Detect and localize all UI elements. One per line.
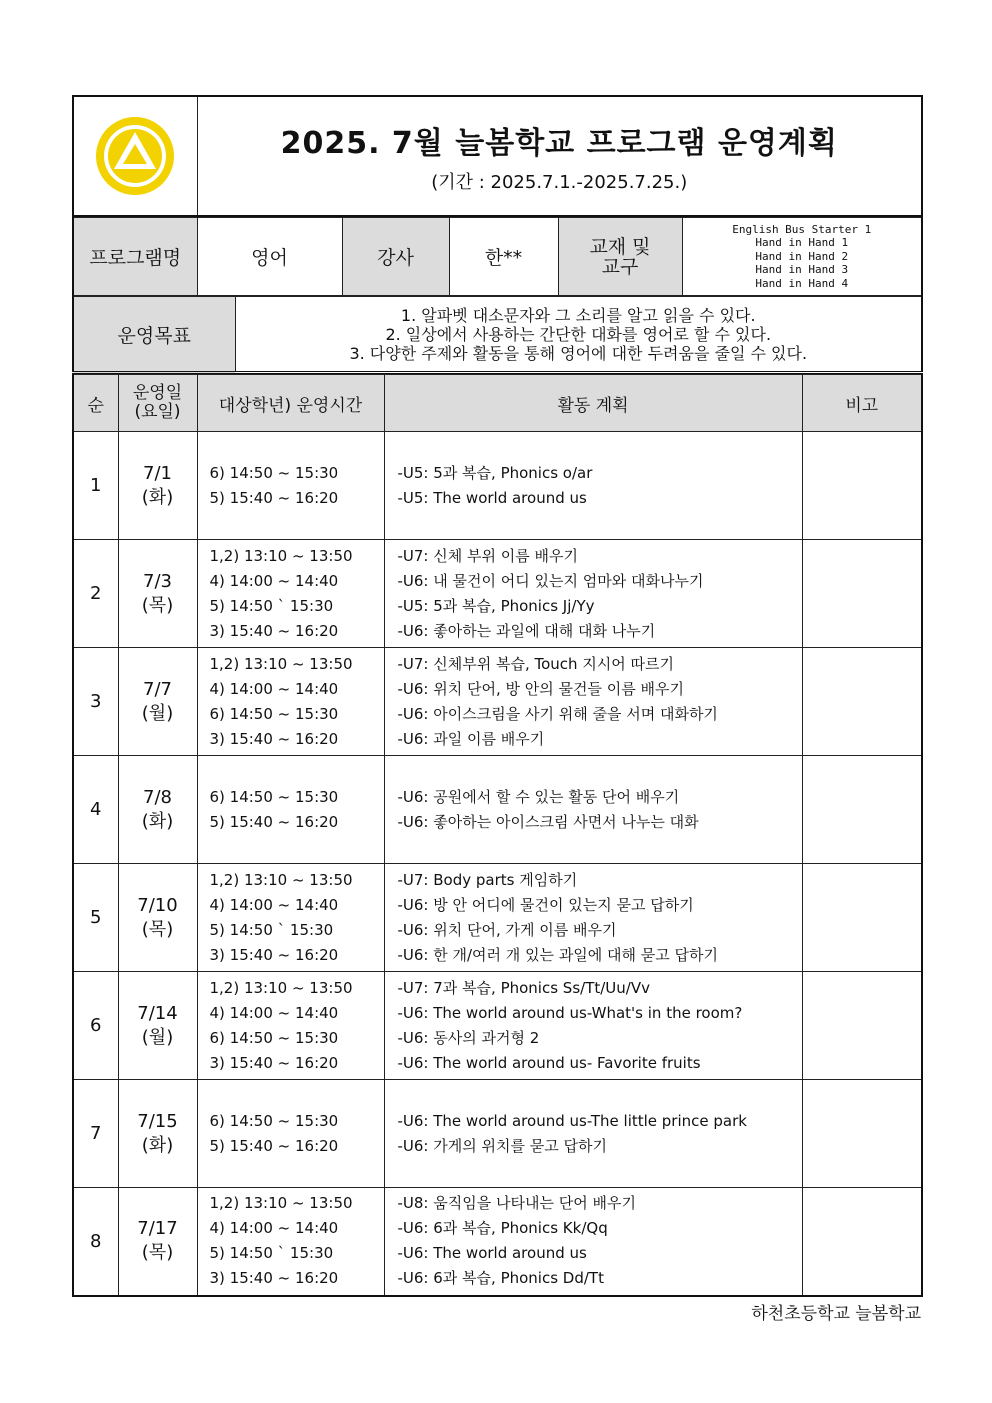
time-slot: 5) 14:50 ` 15:30: [209, 920, 334, 939]
row-activities: [384, 540, 802, 648]
time-slot: 6) 14:50 ~ 15:30: [209, 1028, 339, 1047]
time-slot: 5) 15:40 ~ 16:20: [209, 812, 339, 831]
schedule-table: [72, 374, 923, 1297]
day-text: (화): [141, 810, 174, 832]
row-number: 6: [73, 972, 118, 1080]
activity-item: -U6: The world around us: [397, 1244, 587, 1263]
day-text: (화): [141, 1134, 174, 1156]
activity-item: -U6: 동사의 과거형 2: [397, 1028, 540, 1047]
row-date: [118, 1080, 197, 1188]
activity-item: -U6: The world around us- Favorite fruits: [397, 1053, 701, 1072]
row-note: [802, 864, 922, 972]
school-name-footer: 하천초등학교 늘봄학교: [751, 1304, 921, 1324]
row-date: [118, 756, 197, 864]
header-plan: 활동 계획: [384, 375, 802, 432]
time-slot: 1,2) 13:10 ~ 13:50: [209, 978, 353, 997]
day-text: (화): [141, 486, 174, 508]
time-slot: 1,2) 13:10 ~ 13:50: [209, 1194, 353, 1213]
time-slot: 3) 15:40 ~ 16:20: [209, 1053, 339, 1072]
materials-list: English Bus Starter 1 Hand in Hand 1 Hand in Hand 2 Hand in Hand 3 Hand in Hand 4: [682, 218, 922, 296]
activity-item: -U6: 위치 단어, 가게 이름 배우기: [397, 920, 617, 939]
row-date: [118, 864, 197, 972]
date-text: 7/17: [137, 1218, 178, 1240]
row-number: 2: [73, 540, 118, 648]
activity-item: -U6: The world around us-The little prince park: [397, 1111, 747, 1130]
activity-item: -U6: The world around us-What's in the room?: [397, 1003, 743, 1022]
row-activities: [384, 648, 802, 756]
activity-item: -U5: 5과 복습, Phonics Jj/Yy: [397, 596, 595, 615]
page-title: 2025. 7월 늘봄학교 프로그램 운영계획: [280, 126, 838, 161]
row-activities: [384, 1080, 802, 1188]
header-time: 대상학년) 운영시간: [197, 375, 384, 432]
time-slot: 5) 14:50 ` 15:30: [209, 596, 334, 615]
row-note: [802, 972, 922, 1080]
schedule-body: [73, 432, 922, 1296]
time-slot: 6) 14:50 ~ 15:30: [209, 704, 339, 723]
row-activities: [384, 756, 802, 864]
row-times: [197, 972, 384, 1080]
goals-table: [72, 296, 923, 374]
table-row: [73, 540, 922, 648]
row-date: [118, 540, 197, 648]
day-text: (목): [141, 918, 174, 940]
day-text: (월): [141, 1026, 174, 1048]
teacher-label: 강사: [342, 218, 449, 296]
time-slot: 3) 15:40 ~ 16:20: [209, 729, 339, 748]
row-note: [802, 1080, 922, 1188]
row-times: [197, 756, 384, 864]
activity-item: -U6: 가게의 위치를 묻고 답하기: [397, 1136, 607, 1155]
time-slot: 1,2) 13:10 ~ 13:50: [209, 870, 353, 889]
header-no: 순: [73, 375, 118, 432]
row-times: [197, 648, 384, 756]
row-activities: [384, 864, 802, 972]
activity-item: -U7: Body parts 게임하기: [397, 870, 578, 889]
goals-label: 운영목표: [73, 297, 235, 373]
activity-item: -U6: 6과 복습, Phonics Kk/Qq: [397, 1219, 608, 1238]
activity-item: -U6: 좋아하는 아이스크림 사면서 나누는 대화: [397, 812, 699, 831]
time-slot: 1,2) 13:10 ~ 13:50: [209, 546, 353, 565]
activity-item: -U5: 5과 복습, Phonics o/ar: [397, 463, 593, 482]
day-text: (월): [141, 702, 174, 724]
time-slot: 1,2) 13:10 ~ 13:50: [209, 654, 353, 673]
row-note: [802, 756, 922, 864]
title-table: [72, 95, 923, 217]
activity-item: -U6: 과일 이름 배우기: [397, 729, 545, 748]
activity-item: -U6: 위치 단어, 방 안의 물건들 이름 배우기: [397, 679, 684, 698]
row-number: 3: [73, 648, 118, 756]
row-times: [197, 864, 384, 972]
table-row: [73, 648, 922, 756]
time-slot: 6) 14:50 ~ 15:30: [209, 787, 339, 806]
row-times: [197, 1188, 384, 1296]
date-text: 7/10: [137, 894, 178, 916]
row-note: [802, 432, 922, 540]
time-slot: 4) 14:00 ~ 14:40: [209, 1219, 339, 1238]
goals-list: 1. 알파벳 대소문자와 그 소리를 알고 읽을 수 있다. 2. 일상에서 사용하는 간단한 대화를 영어로 할 수 있다. 3. 다양한 주제와 활동을 통해 영어에 대한 두려움을 줄일 수 있다.: [235, 297, 922, 373]
activity-item: -U7: 신체 부위 이름 배우기: [397, 546, 578, 565]
date-text: 7/7: [143, 678, 172, 700]
date-text: 7/8: [143, 786, 172, 808]
activity-item: -U8: 움직임을 나타내는 단어 배우기: [397, 1194, 636, 1213]
program-value: 영어: [197, 218, 342, 296]
table-row: [73, 972, 922, 1080]
time-slot: 5) 15:40 ~ 16:20: [209, 1136, 339, 1155]
day-text: (목): [141, 1242, 174, 1264]
row-number: 8: [73, 1188, 118, 1296]
date-text: 7/3: [143, 570, 172, 592]
program-label: 프로그램명: [73, 218, 197, 296]
header-date: 운영일 (요일): [118, 375, 197, 432]
materials-label: 교재 및 교구: [558, 218, 682, 296]
row-number: 4: [73, 756, 118, 864]
time-slot: 5) 15:40 ~ 16:20: [209, 488, 339, 507]
title-cell: [197, 96, 922, 216]
time-slot: 3) 15:40 ~ 16:20: [209, 1269, 339, 1288]
teacher-value: 한**: [449, 218, 558, 296]
activity-item: -U6: 한 개/여러 개 있는 과일에 대해 묻고 답하기: [397, 945, 719, 964]
row-times: [197, 540, 384, 648]
activity-item: -U6: 공원에서 할 수 있는 활동 단어 배우기: [397, 787, 680, 806]
time-slot: 4) 14:00 ~ 14:40: [209, 895, 339, 914]
time-slot: 6) 14:50 ~ 15:30: [209, 463, 339, 482]
time-slot: 6) 14:50 ~ 15:30: [209, 1111, 339, 1130]
time-slot: 3) 15:40 ~ 16:20: [209, 621, 339, 640]
row-date: [118, 432, 197, 540]
activity-item: -U7: 신체부위 복습, Touch 지시어 따르기: [397, 654, 675, 673]
date-text: 7/15: [137, 1110, 178, 1132]
header-note: 비고: [802, 375, 922, 432]
row-date: [118, 1188, 197, 1296]
row-number: 5: [73, 864, 118, 972]
info-table: [72, 217, 923, 296]
row-times: [197, 432, 384, 540]
activity-item: -U6: 좋아하는 과일에 대해 대화 나누기: [397, 621, 656, 640]
table-row: [73, 864, 922, 972]
row-activities: [384, 1188, 802, 1296]
day-text: (목): [141, 594, 174, 616]
time-slot: 3) 15:40 ~ 16:20: [209, 945, 339, 964]
table-row: [73, 1188, 922, 1296]
row-activities: [384, 972, 802, 1080]
activity-item: -U6: 6과 복습, Phonics Dd/Tt: [397, 1269, 604, 1288]
activity-item: -U6: 방 안 어디에 물건이 있는지 묻고 답하기: [397, 895, 694, 914]
row-number: 7: [73, 1080, 118, 1188]
row-date: [118, 972, 197, 1080]
plan-document: [72, 95, 921, 1297]
time-slot: 4) 14:00 ~ 14:40: [209, 1003, 339, 1022]
school-logo-icon: [94, 115, 176, 197]
row-note: [802, 1188, 922, 1296]
activity-item: -U7: 7과 복습, Phonics Ss/Tt/Uu/Vv: [397, 978, 650, 997]
activity-item: -U6: 내 물건이 어디 있는지 엄마와 대화나누기: [397, 571, 704, 590]
row-number: 1: [73, 432, 118, 540]
activity-item: -U5: The world around us: [397, 488, 587, 507]
row-note: [802, 540, 922, 648]
row-note: [802, 648, 922, 756]
logo-cell: [73, 96, 197, 216]
row-times: [197, 1080, 384, 1188]
date-text: 7/14: [137, 1002, 178, 1024]
table-row: [73, 756, 922, 864]
period-text: (기간 : 2025.7.1.-2025.7.25.): [431, 172, 688, 193]
date-text: 7/1: [143, 462, 172, 484]
time-slot: 4) 14:00 ~ 14:40: [209, 679, 339, 698]
row-activities: [384, 432, 802, 540]
table-row: [73, 1080, 922, 1188]
time-slot: 4) 14:00 ~ 14:40: [209, 571, 339, 590]
time-slot: 5) 14:50 ` 15:30: [209, 1244, 334, 1263]
row-date: [118, 648, 197, 756]
activity-item: -U6: 아이스크림을 사기 위해 줄을 서며 대화하기: [397, 704, 718, 723]
table-row: [73, 432, 922, 540]
